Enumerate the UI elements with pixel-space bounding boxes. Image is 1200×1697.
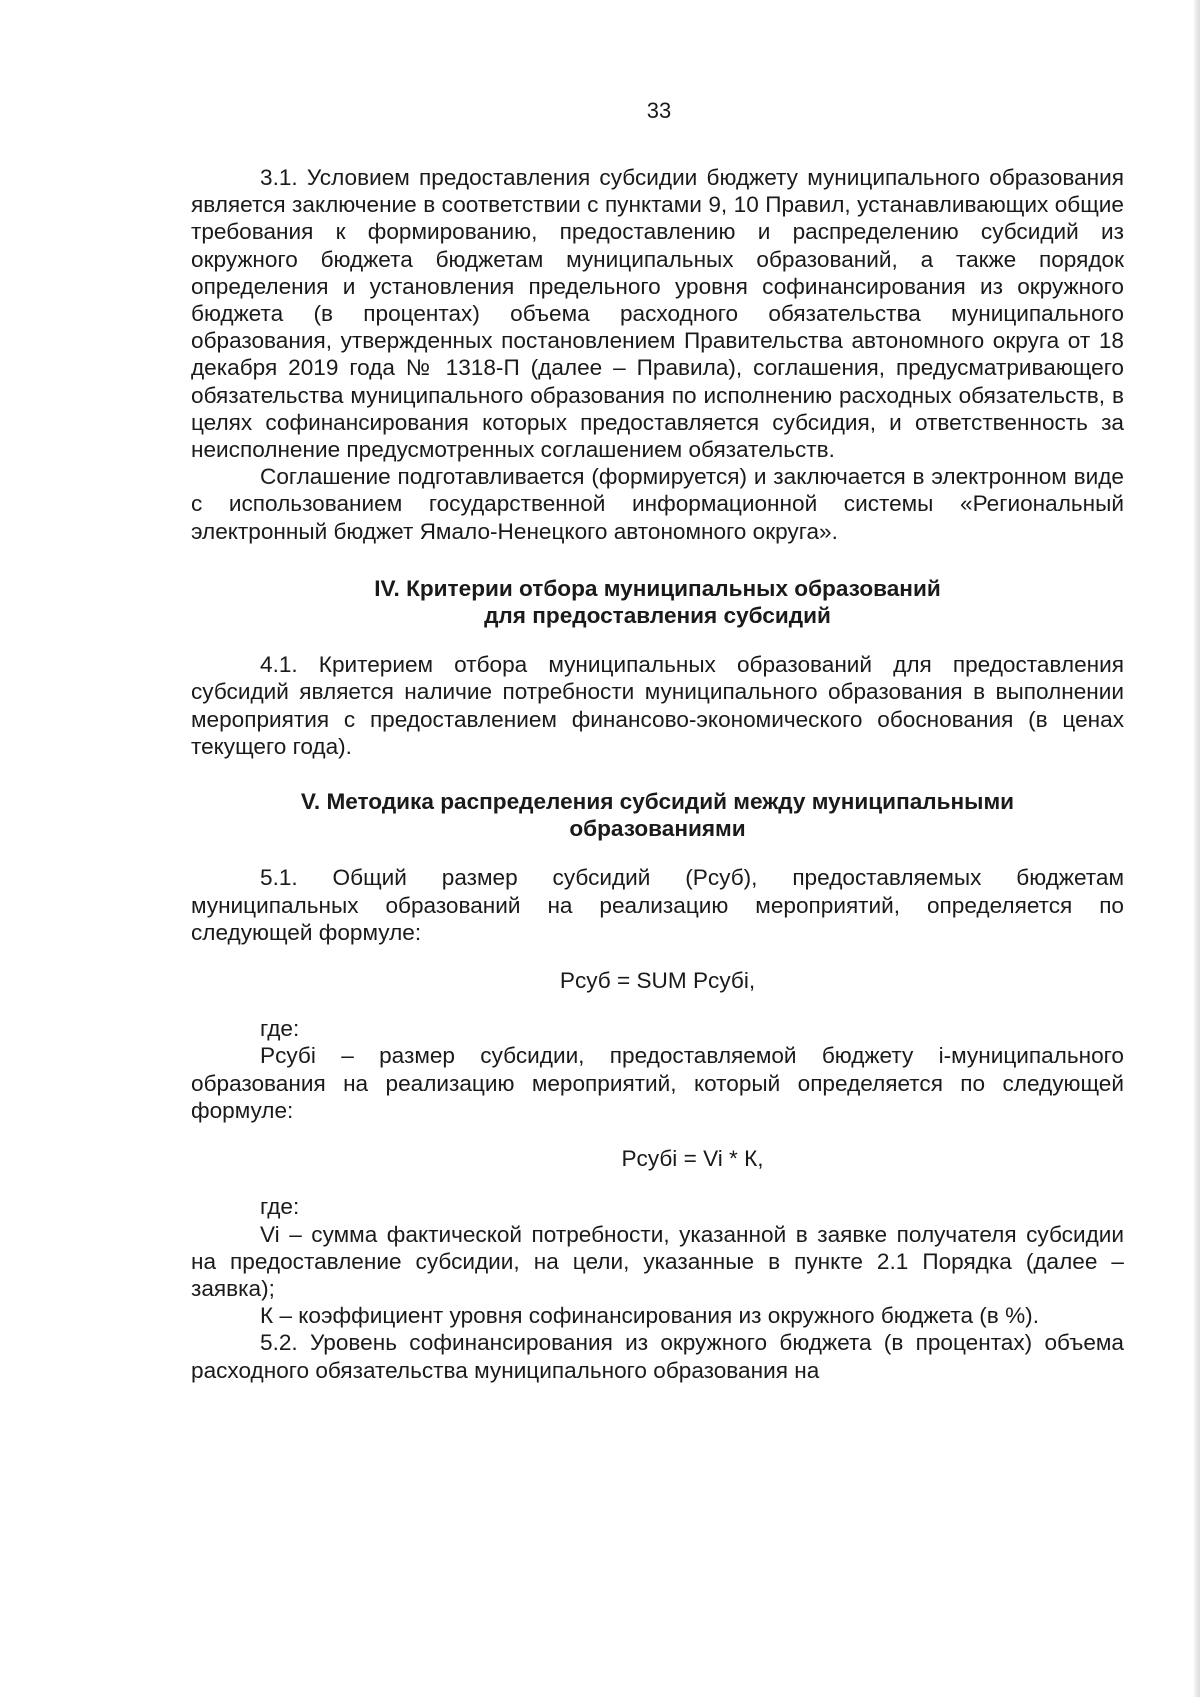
paragraph-3-1: 3.1. Условием предоставления субсидии бюджету муниципального образования является заключение в соответствии с пунктами 9, 10 Правил, устанавливающих общие требования к формированию, предоставлению и распределению субсидий из окружного бюджета бюджетам муниципальных образований, а также порядок определения и установления предельного уровня софинансирования из окружного бюджета (в процентах) объема расходного обязательства муниципального образования, утвержденных постановлением Правительства автономного округа от 18 декабря 2019 года № 1318-П (далее – Правила), соглашения, предусматривающего обязательства муниципального образования по исполнению расходных обязательств, в целях софинансирования которых предоставляется субсидия, и ответственность за неисполнение предусмотренных соглашением обязательств. xyxy=(191,165,1124,463)
where-label-2: где: xyxy=(260,1194,300,1220)
formula-total-subsidy: Рсуб = SUM Рсубi, xyxy=(559,968,756,994)
section-4-heading-line-1: IV. Критерии отбора муниципальных образований xyxy=(374,575,941,601)
formula-subsidy-i: Рсубi = Vi * К, xyxy=(621,1146,764,1172)
paragraph-4-1: 4.1. Критерием отбора муниципальных образований для предоставления субсидий является наличие потребности муниципального образования в выполнении мероприятия с предоставлением финансово-экономического обоснования (в ценах текущего года). xyxy=(191,652,1124,759)
section-5-heading-line-1: V. Методика распределения субсидий между муниципальными xyxy=(300,789,1015,815)
document-body xyxy=(191,164,1124,1384)
section-5-heading-line-2: образованиями xyxy=(569,816,746,842)
section-5-heading xyxy=(191,788,1124,842)
paragraph-subsidy-i: Рсубi – размер субсидии, предоставляемой бюджету i-муниципального образования на реализацию мероприятий, который определяется по следующей формуле: xyxy=(191,1043,1124,1123)
paragraph-5-1: 5.1. Общий размер субсидий (Рсуб), предоставляемых бюджетам муниципальных образований на реализацию мероприятий, определяется по следующей формуле: xyxy=(191,865,1124,945)
paragraph-vi-definition: Vi – сумма фактической потребности, указанной в заявке получателя субсидии на предоставление субсидии, на цели, указанные в пункте 2.1 Порядка (далее – заявка); xyxy=(191,1221,1124,1301)
page-edge-shadow xyxy=(1194,0,1200,1697)
section-4-heading-line-2: для предоставления субсидий xyxy=(484,603,831,629)
section-4-heading xyxy=(191,575,1124,629)
paragraph-k-definition: К – коэффициент уровня софинансирования из окружного бюджета (в %). xyxy=(260,1303,1039,1329)
paragraph-agreement: Соглашение подготавливается (формируется) и заключается в электронном виде с использованием государственной информационной системы «Региональный электронный бюджет Ямало-Ненецкого автономного округа». xyxy=(191,464,1124,544)
where-label-1: где: xyxy=(260,1016,300,1042)
paragraph-5-2: 5.2. Уровень софинансирования из окружного бюджета (в процентах) объема расходного обязательства муниципального образования на xyxy=(191,1330,1124,1383)
page-number: 33 xyxy=(646,98,672,123)
